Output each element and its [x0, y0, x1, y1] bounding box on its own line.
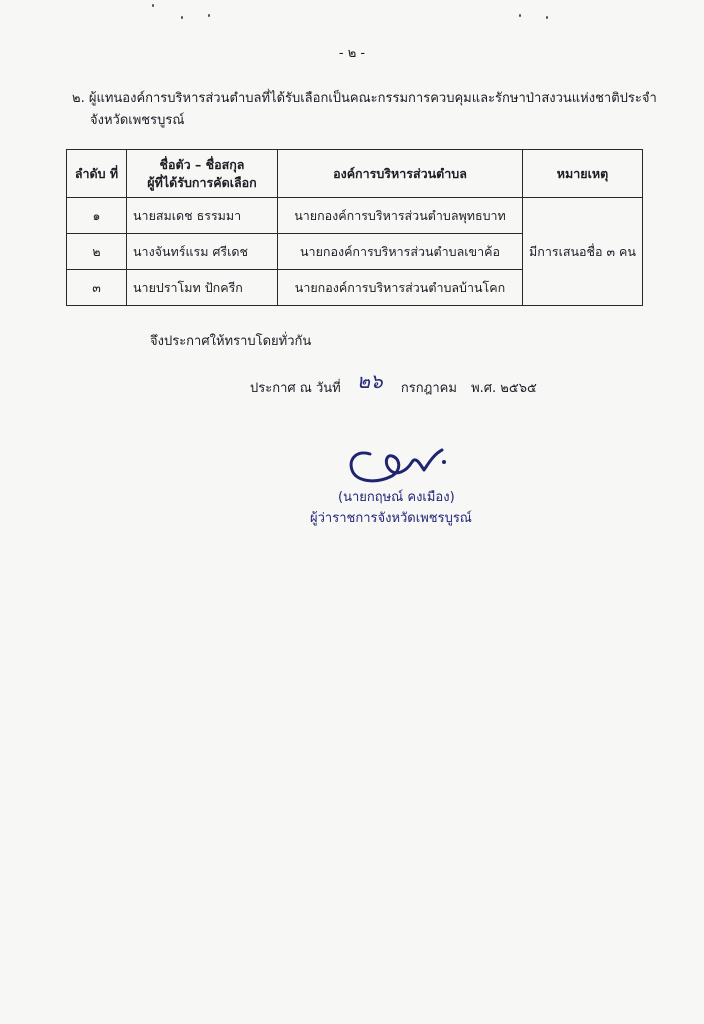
cell-name: นางจันทร์แรม ศรีเดช — [127, 234, 278, 270]
cell-name: นายปราโมท ปักครีก — [127, 270, 278, 306]
representatives-table — [66, 149, 643, 306]
cell-org: นายกองค์การบริหารส่วนตำบลเขาค้อ — [278, 234, 523, 270]
header-name-line-1: ชื่อตัว – ชื่อสกุล — [159, 156, 245, 172]
header-name — [127, 150, 278, 198]
header-name-line-2: ผู้ที่ได้รับการคัดเลือก — [147, 174, 257, 190]
scan-speck — [152, 4, 154, 7]
heading-line-1: ๒. ผู้แทนองค์การบริหารส่วนตำบลที่ได้รับเลือกเป็นคณะกรรมการควบคุมและรักษาป่าสงวนแห่งชาติประจำ — [72, 91, 657, 106]
scan-speck — [519, 14, 521, 17]
signature-icon — [340, 436, 470, 492]
cell-order: ๑ — [67, 198, 127, 234]
section-heading — [72, 88, 672, 132]
header-order: ลำดับ ที่ — [67, 150, 127, 198]
table-header-row — [67, 150, 643, 198]
scan-speck — [208, 14, 210, 17]
heading-line-2: จังหวัดเพชรบูรณ์ — [90, 113, 185, 128]
cell-order: ๒ — [67, 234, 127, 270]
announcement-text: จึงประกาศให้ทราบโดยทั่วกัน — [150, 334, 312, 349]
date-month: กรกฎาคม — [400, 381, 457, 396]
cell-remark: มีการเสนอชื่อ ๓ คน — [523, 198, 643, 306]
cell-org: นายกองค์การบริหารส่วนตำบลพุทธบาท — [278, 198, 523, 234]
scan-speck — [546, 16, 548, 19]
scan-speck — [181, 16, 183, 19]
date-year: พ.ศ. ๒๕๖๕ — [471, 381, 537, 396]
header-org: องค์การบริหารส่วนตำบล — [278, 150, 523, 198]
date-day-handwritten: ๒๖ — [356, 369, 383, 393]
signer-name: (นายกฤษณ์ คงเมือง) — [338, 490, 455, 505]
handwritten-signature — [340, 436, 470, 492]
cell-name: นายสมเดช ธรรมมา — [127, 198, 278, 234]
cell-order: ๓ — [67, 270, 127, 306]
announcement-date — [250, 369, 537, 401]
table-row — [67, 198, 643, 234]
page-number: - ๒ - — [338, 46, 366, 61]
header-remark: หมายเหตุ — [523, 150, 643, 198]
signer-title: ผู้ว่าราชการจังหวัดเพชรบูรณ์ — [310, 511, 472, 526]
date-prefix: ประกาศ ณ วันที่ — [250, 381, 341, 396]
cell-org: นายกองค์การบริหารส่วนตำบลบ้านโคก — [278, 270, 523, 306]
